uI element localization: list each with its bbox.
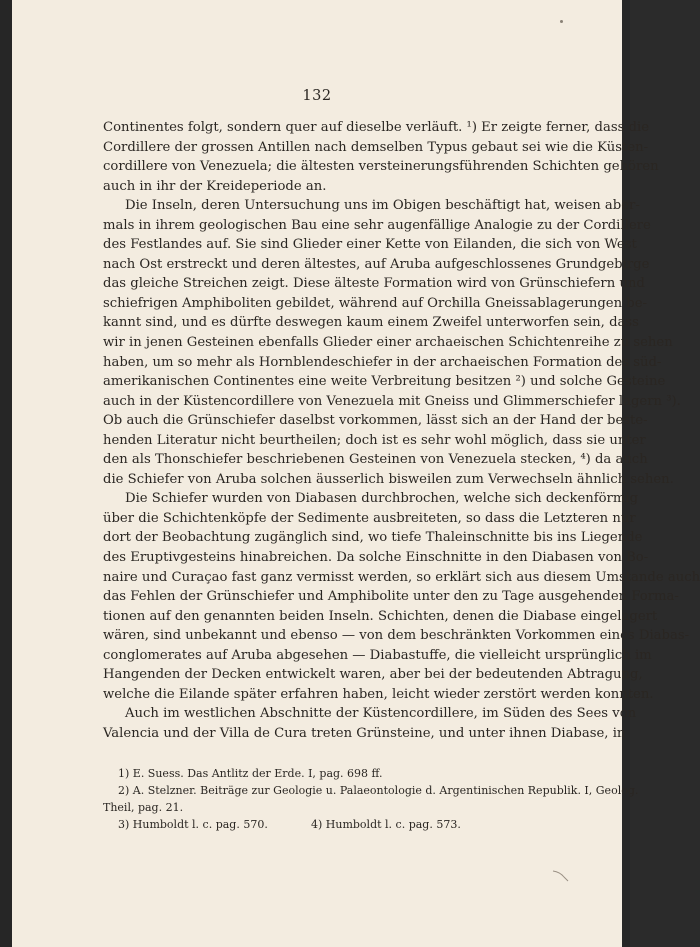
text-line: mals in ihrem geologischen Bau eine sehr augenfällige Analogie zu der Cordillere (103, 217, 651, 233)
text-line: conglomerates auf Aruba abgesehen — Diabastuffe, die vielleicht ursprünglich im (103, 647, 652, 663)
paragraph-start-line: Die Inseln, deren Untersuchung uns im Obigen beschäftigt hat, weisen aber- (125, 198, 640, 214)
footnote-2-continued: Theil, pag. 21. (103, 801, 184, 814)
text-line: den als Thonschiefer beschriebenen Gesteinen von Venezuela stecken, ⁴) da auch (103, 452, 648, 468)
text-line: Ob auch die Grünschiefer daselbst vorkommen, lässt sich an der Hand der beste- (103, 413, 648, 429)
text-line: Hangenden der Decken entwickelt waren, aber bei der bedeutenden Abtragung, (103, 667, 643, 683)
footnote-3: 3) Humboldt l. c. pag. 570. (118, 818, 268, 831)
text-line: auch in ihr der Kreideperiode an. (103, 178, 327, 194)
footnotes (103, 765, 639, 833)
paper-speck (560, 20, 563, 23)
text-line: über die Schichtenköpfe der Sedimente ausbreiteten, so dass die Letzteren nur (103, 510, 636, 526)
text-line: des Festlandes auf. Sie sind Glieder einer Kette von Eilanden, die sich von West (103, 237, 637, 253)
text-line: das gleiche Streichen zeigt. Diese älteste Formation wird von Grünschiefern und (103, 276, 645, 292)
text-line: schiefrigen Amphiboliten gebildet, während auf Orchilla Gneissablagerungen be- (103, 295, 647, 311)
text-line: wir in jenen Gesteinen ebenfalls Glieder einer archaeischen Schichtenreihe zu sehen (103, 335, 673, 351)
paragraph-start-line: Auch im westlichen Abschnitte der Küstencordillere, im Süden des Sees von (125, 706, 637, 722)
text-line: das Fehlen der Grünschiefer und Amphibolite unter den zu Tage ausgehenden Forma- (103, 589, 679, 605)
text-line: nach Ost erstreckt und deren ältestes, auf Aruba aufgeschlossenes Grundgebirge (103, 256, 650, 272)
text-line: Valencia und der Villa de Cura treten Grünsteine, und unter ihnen Diabase, in (103, 725, 626, 741)
text-line: Cordillere der grossen Antillen nach demselben Typus gebaut sei wie die Küsten- (103, 139, 649, 155)
pencil-corner-mark (552, 868, 570, 882)
body-text (103, 118, 700, 744)
text-line: des Eruptivgesteins hinabreichen. Da solche Einschnitte in den Diabasen von Bo- (103, 550, 649, 566)
text-line: wären, sind unbekannt und ebenso — von dem beschränkten Vorkommen eines Diabas- (103, 628, 690, 644)
text-line: welche die Eilande später erfahren haben, leicht wieder zerstört werden konnten. (103, 686, 654, 702)
text-line: dort der Beobachtung zugänglich sind, wo tiefe Thaleinschnitte bis ins Liegende (103, 530, 643, 546)
text-line: die Schiefer von Aruba solchen äusserlich bisweilen zum Verwechseln ähnlich sehen. (103, 471, 674, 487)
book-page (12, 0, 700, 947)
footnote-1: 1) E. Suess. Das Antlitz der Erde. I, pag. 698 ff. (118, 767, 383, 780)
text-line: henden Literatur nicht beurtheilen; doch ist es sehr wohl möglich, dass sie unter (103, 432, 646, 448)
footnote-3-4-row (103, 816, 571, 833)
text-line: cordillere von Venezuela; die ältesten versteinerungsführenden Schichten gehören (103, 159, 659, 175)
text-line: haben, um so mehr als Hornblendeschiefer in der archaeischen Formation des süd- (103, 354, 662, 370)
page-number: 132 (302, 88, 332, 104)
text-line: kannt sind, und es dürfte deswegen kaum einem Zweifel unterworfen sein, dass (103, 315, 639, 331)
paragraph-start-line: Die Schiefer wurden von Diabasen durchbrochen, welche sich deckenförmig (125, 491, 639, 507)
text-line: Continentes folgt, sondern quer auf dieselbe verläuft. ¹) Er zeigte ferner, dass die (103, 120, 650, 135)
footnote-2: 2) A. Stelzner. Beiträge zur Geologie u. Palaeontologie d. Argentinischen Republik. I, Geolog. (118, 784, 639, 797)
text-line: amerikanischen Continentes eine weite Verbreitung besitzen ²) und solche Gesteine (103, 374, 666, 390)
text-line: naire und Curaçao fast ganz vermisst werden, so erklärt sich aus diesem Umstande auch (103, 569, 700, 585)
text-line: tionen auf den genannten beiden Inseln. Schichten, denen die Diabase eingelagert (103, 608, 658, 624)
text-line: auch in der Küstencordillere von Venezuela mit Gneiss und Glimmerschiefer lagern ³). (103, 393, 681, 409)
footnote-4: 4) Humboldt l. c. pag. 573. (311, 818, 461, 831)
